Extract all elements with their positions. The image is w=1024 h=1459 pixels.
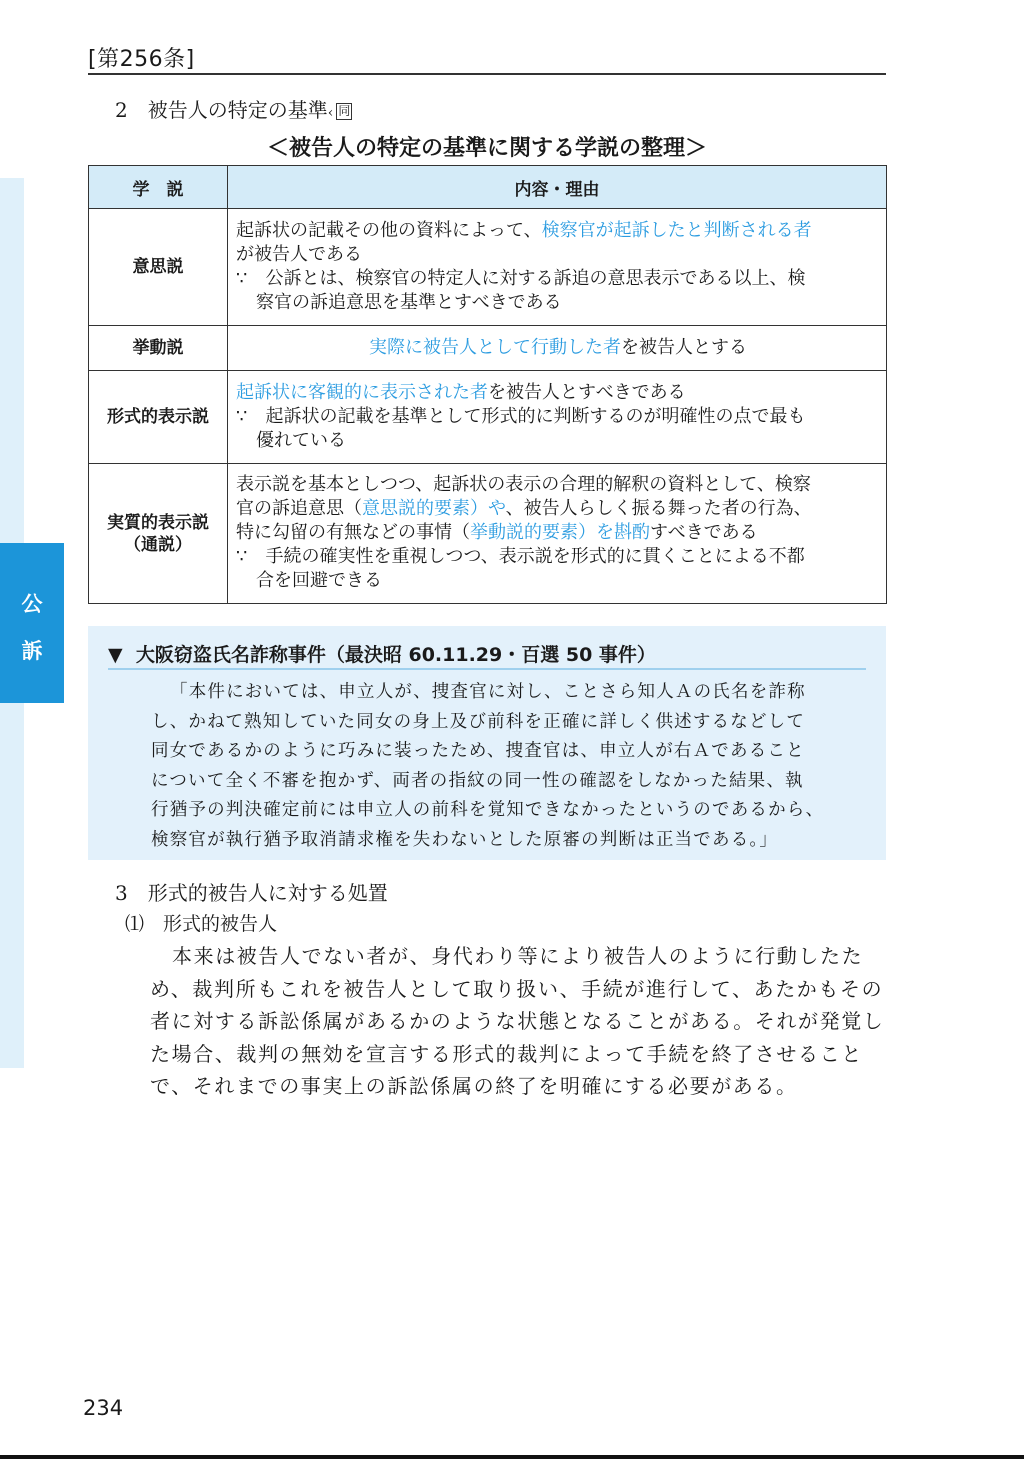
side-tab-char-2: 訴 [21, 639, 43, 663]
theory-name-main: 実質的表示説 [107, 512, 209, 533]
highlighted-text: 意思説的要素 [362, 498, 470, 519]
column-header-content: 内容・理由 [228, 166, 887, 209]
section-3-heading: 3 形式的被告人に対する処置 [115, 881, 388, 905]
same-badge-icon: ‹ [327, 105, 334, 121]
theory-content [228, 371, 887, 464]
case-quote [151, 678, 871, 855]
content-text: 起訴状の記載その他の資料によって、 [236, 219, 542, 241]
section-2-heading [115, 94, 352, 123]
theory-name [89, 464, 228, 604]
theory-name: 形式的表示説 [89, 371, 228, 464]
quote-line: 同女であるかのように巧みに装ったため、捜査官は、申立人が右Ａであること [151, 741, 805, 761]
header-divider [88, 73, 886, 75]
content-text: 官の訴追意思（ [236, 498, 362, 519]
theory-name: 挙動説 [89, 326, 228, 371]
column-header-theory: 学 説 [89, 166, 228, 209]
table-row [89, 326, 887, 371]
table-title: ＜被告人の特定の基準に関する学説の整理＞ [266, 136, 707, 161]
paragraph-line: 者に対する訴訟係属があるかのような状態となることがある。それが発覚し [150, 1009, 885, 1033]
bottom-border [0, 1455, 1024, 1459]
page-number: 234 [83, 1396, 124, 1420]
highlighted-text: 挙動説的要素 [470, 522, 578, 543]
content-text: を被告人とすべきである [488, 381, 686, 403]
reason-text: ∵ 公訴とは、検察官の特定人に対する訴追の意思表示である以上、検 [236, 267, 806, 289]
paragraph-line: で、それまでの事実上の訴訟係属の終了を明確にする必要がある。 [150, 1074, 798, 1098]
body-paragraph [150, 940, 890, 1103]
reason-text: 合を回避できる [256, 570, 382, 591]
article-header: [第256条] [88, 47, 195, 72]
highlighted-text: ）を斟酌 [578, 522, 650, 543]
theory-content [228, 209, 887, 326]
quote-line: 検察官が執行猶予取消請求権を失わないとした原審の判断は正当である。」 [151, 829, 779, 850]
quote-line: し、かねて熟知していた同女の身上及び前科を正確に詳しく供述するなどして [151, 711, 806, 732]
paragraph-line: た場合、裁判の無効を宣言する形式的裁判によって手続を終了させること [150, 1041, 863, 1066]
paragraph-line: め、裁判所もこれを被告人として取り扱い、手続が進行して、あたかもその [150, 976, 884, 1001]
subsection-heading: ⑴ 形式的被告人 [125, 913, 278, 935]
content-text: すべきである [650, 522, 758, 543]
case-divider [108, 668, 866, 670]
quote-line: 行猶予の判決確定前には申立人の前科を覚知できなかったというのであるから、 [151, 800, 825, 820]
theory-name-note: （通説） [124, 534, 192, 555]
reason-text: ∵ 手続の確実性を重視しつつ、表示説を形式的に貫くことによる不都 [236, 546, 805, 567]
theory-name: 意思説 [89, 209, 228, 326]
triangle-down-icon: ▼ [108, 644, 123, 666]
table-header-row [89, 166, 887, 209]
content-text: 特に勾留の有無などの事情（ [236, 522, 470, 543]
case-box [88, 626, 886, 860]
reason-text: ∵ 起訴状の記載を基準として形式的に判断するのが明確性の点で最も [236, 405, 806, 427]
paragraph-line: 本来は被告人でない者が、身代わり等により被告人のように行動したた [172, 944, 864, 968]
highlighted-text: 起訴状に客観的に表示された者 [236, 381, 488, 403]
highlighted-text: 実際に被告人として行動した者 [369, 336, 621, 358]
content-text: 、被告人らしく振る舞った者の行為、 [505, 498, 812, 519]
section-2-title: 2 被告人の特定の基準 [115, 98, 328, 122]
content-text: 表示説を基本としつつ、起訴状の表示の合理的解釈の資料として、検察 [236, 474, 811, 495]
side-tab-char-1: 公 [21, 592, 43, 616]
reason-text: 察官の訴追意思を基準とすべきである [256, 291, 562, 313]
theory-table [88, 165, 887, 604]
reason-text: 優れている [256, 429, 346, 451]
same-badge: 同 [338, 104, 351, 118]
quote-line: 「本件においては、申立人が、捜査官に対し、ことさら知人Ａの氏名を詐称 [170, 682, 806, 702]
content-text: が被告人である [236, 243, 362, 265]
highlighted-text: 検察官が起訴したと判断される者 [541, 219, 812, 241]
case-heading [108, 640, 656, 667]
quote-line: について全く不審を抱かず、両者の指紋の同一性の確認をしなかった結果、執 [151, 770, 804, 791]
theory-content [228, 464, 887, 604]
highlighted-text: ）や [470, 498, 506, 519]
table-row [89, 464, 887, 604]
content-text: を被告人とする [621, 336, 747, 358]
table-row [89, 209, 887, 326]
theory-content [228, 326, 887, 371]
side-chapter-tab[interactable] [0, 543, 64, 703]
table-row [89, 371, 887, 464]
case-title: 大阪窃盗氏名詐称事件（最決昭 60.11.29・百選 50 事件） [135, 644, 656, 666]
